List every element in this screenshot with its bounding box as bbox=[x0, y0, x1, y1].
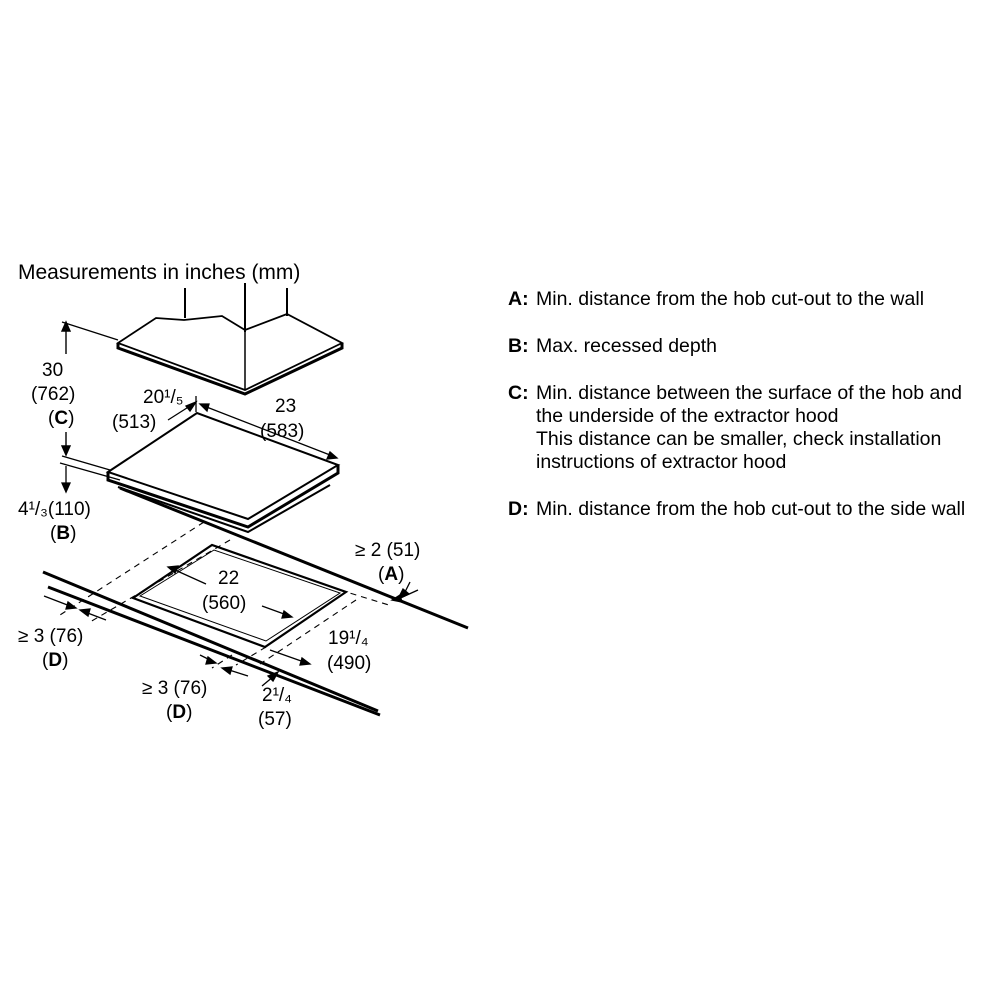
legend-key: D: bbox=[508, 498, 529, 520]
dimension-b bbox=[60, 463, 120, 492]
diagram-heading: Measurements in inches (mm) bbox=[18, 261, 301, 284]
hob-width-mm: (513) bbox=[112, 412, 157, 433]
c-value-mm: (762) bbox=[31, 384, 76, 405]
b-key-label: (B) bbox=[50, 523, 77, 544]
cutout-width-inches: 22 bbox=[218, 568, 240, 589]
legend-text: Max. recessed depth bbox=[536, 335, 718, 357]
hob-depth-mm: (583) bbox=[260, 421, 305, 442]
b-key: B bbox=[56, 523, 71, 544]
legend-item-b bbox=[508, 335, 978, 358]
hob-dimensions bbox=[168, 396, 337, 459]
d-bottom-key-label: (D) bbox=[166, 702, 193, 723]
cutout-depth-mm: (490) bbox=[327, 653, 372, 674]
d-left-key: D bbox=[48, 650, 63, 671]
b-value: 4¹/₃(110) bbox=[18, 499, 91, 520]
legend-text: Min. distance from the hob cut-out to the wall bbox=[536, 288, 925, 310]
d-left-key-label: (D) bbox=[42, 650, 69, 671]
a-key: A bbox=[384, 564, 399, 585]
legend-key: A: bbox=[508, 288, 529, 310]
legend-item-a bbox=[508, 288, 978, 311]
cutout-width-mm: (560) bbox=[202, 593, 247, 614]
cutout-depth-inches: 19¹/₄ bbox=[328, 628, 369, 649]
legend-key: C: bbox=[508, 382, 529, 404]
legend-item-c bbox=[508, 382, 978, 474]
hob-width-inches: 20¹/₅ bbox=[143, 387, 184, 408]
dimension-a bbox=[392, 582, 418, 602]
legend-item-d bbox=[508, 498, 978, 521]
c-key-label: (C) bbox=[48, 408, 75, 429]
d-bottom-key: D bbox=[172, 702, 187, 723]
d-bottom-value: ≥ 3 (76) bbox=[142, 678, 208, 699]
hob-depth-inches: 23 bbox=[275, 396, 297, 417]
legend bbox=[508, 288, 978, 545]
dimension-d-left bbox=[44, 596, 106, 620]
d-left-value: ≥ 3 (76) bbox=[18, 626, 84, 647]
cutout-depth-dimension bbox=[270, 650, 310, 665]
c-key: C bbox=[54, 408, 69, 429]
legend-key: B: bbox=[508, 335, 529, 357]
a-value: ≥ 2 (51) bbox=[355, 540, 421, 561]
front-distance-mm: (57) bbox=[258, 709, 292, 730]
legend-text: Min. distance between the surface of the hob and the underside of the extractor hood This distance can be smaller, check installation instructions of extractor hood bbox=[536, 382, 963, 473]
legend-text: Min. distance from the hob cut-out to the side wall bbox=[536, 498, 966, 520]
a-key-label: (A) bbox=[378, 564, 405, 585]
c-value-inches: 30 bbox=[42, 360, 64, 381]
extractor-hood bbox=[118, 283, 342, 394]
front-distance-inches: 2¹/₄ bbox=[262, 685, 292, 706]
